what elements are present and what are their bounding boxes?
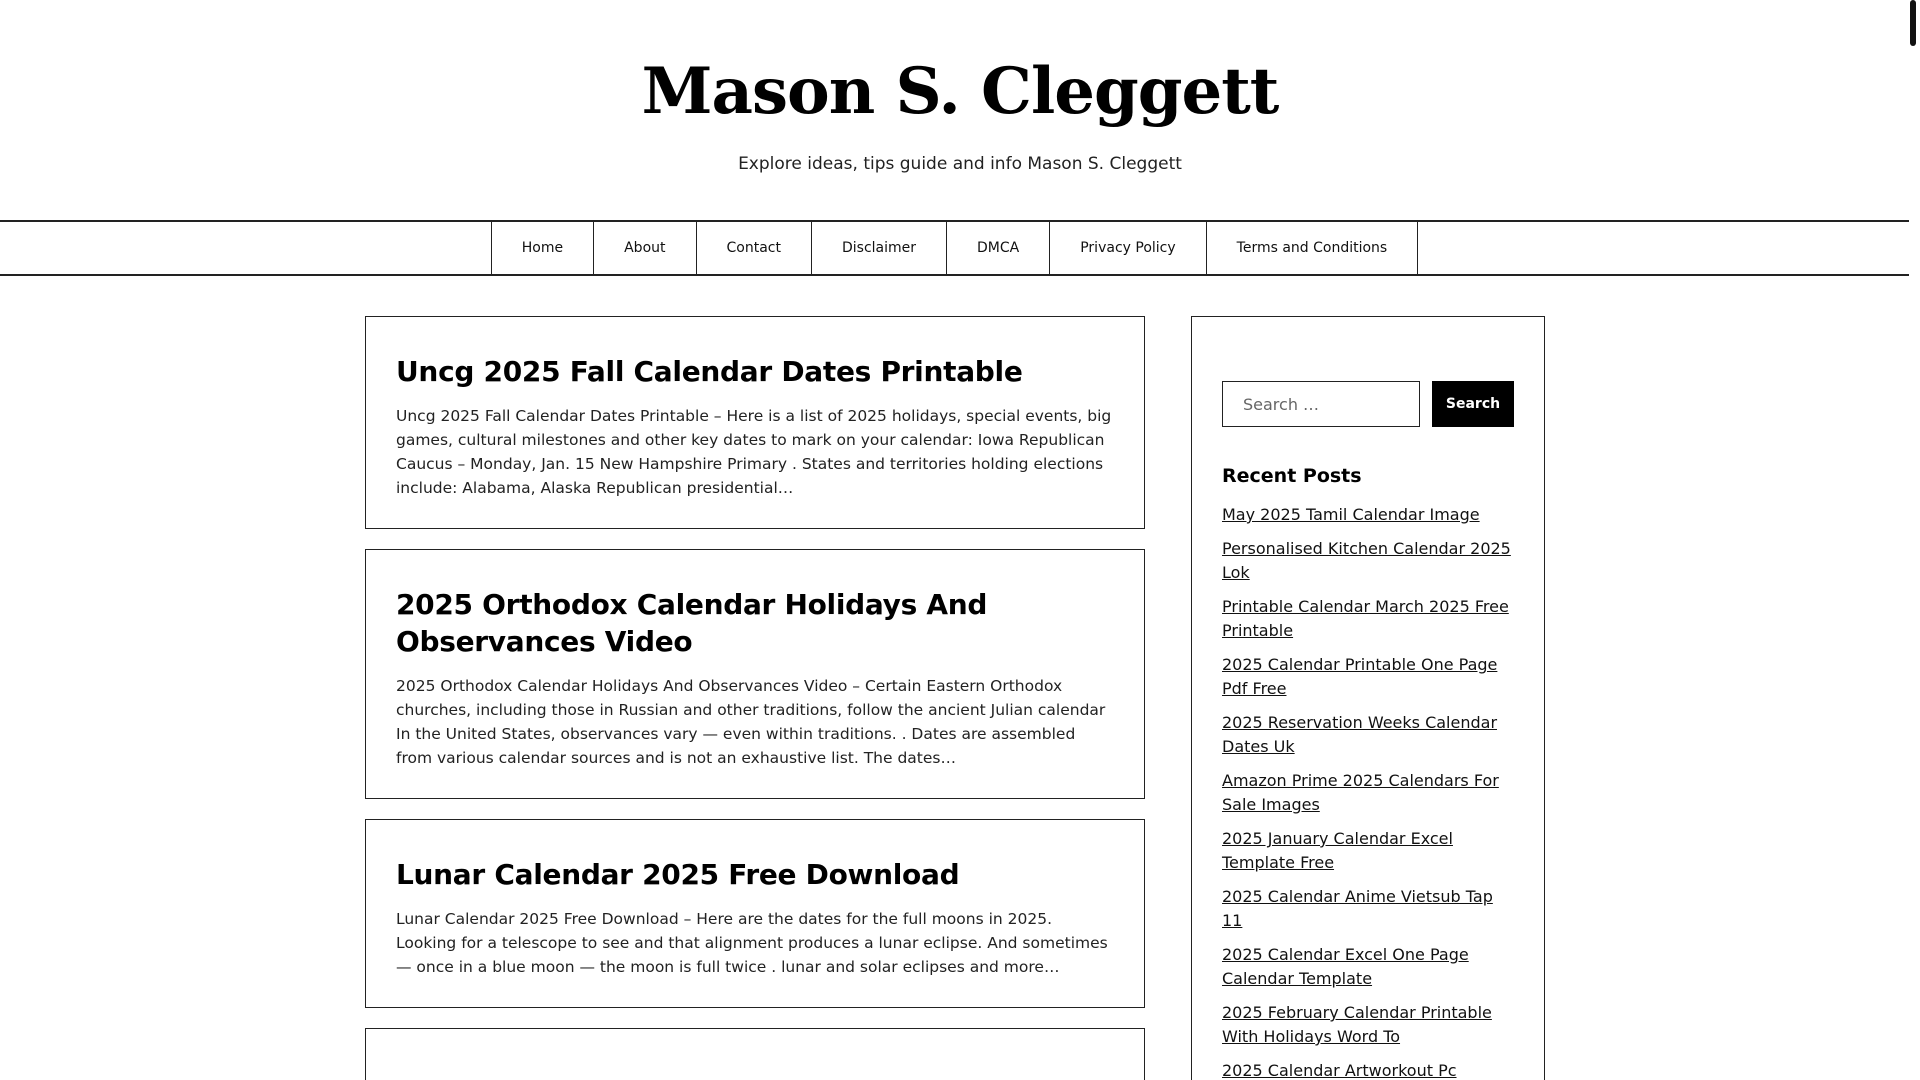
search-input[interactable] — [1222, 381, 1420, 427]
post-card — [365, 316, 1145, 529]
list-item — [1222, 885, 1514, 933]
list-item — [1222, 827, 1514, 875]
post-excerpt: Uncg 2025 Fall Calendar Dates Printable – Here is a list of 2025 holidays, special events, big games, cultural milestones and other key dates to mark on your calendar: Iowa Republican Caucus – Monday, Jan. 15 New Hampshire Primary . States and territories holding elections include: Alabama, Alaska Republican presidential… — [396, 407, 1112, 497]
nav-item-disclaimer[interactable]: Disclaimer — [812, 222, 947, 274]
recent-post-link[interactable]: 2025 February Calendar Printable With Holidays Word To — [1222, 1003, 1492, 1046]
main-navigation — [0, 220, 1909, 276]
list-item — [1222, 653, 1514, 701]
site-title[interactable]: Mason S. Cleggett — [641, 54, 1279, 129]
recent-post-link[interactable]: May 2025 Tamil Calendar Image — [1222, 505, 1480, 524]
nav-item-about[interactable]: About — [594, 222, 696, 274]
list-item — [1222, 1001, 1514, 1049]
nav-item-privacy-policy[interactable]: Privacy Policy — [1050, 222, 1206, 274]
recent-post-link[interactable]: 2025 Calendar Excel One Page Calendar Template — [1222, 945, 1469, 988]
list-item — [1222, 537, 1514, 585]
post-excerpt: 2025 Orthodox Calendar Holidays And Observances Video – Certain Eastern Orthodox churches, including those in Russian and other traditions, follow the ancient Julian calendar In the United States, observances vary — even within traditions. . Dates are assembled from various calendar sources and is not an exhaustive list. The dates… — [396, 677, 1106, 767]
recent-posts-list — [1222, 503, 1514, 1080]
search-form — [1222, 381, 1514, 427]
recent-post-link[interactable]: Printable Calendar March 2025 Free Printable — [1222, 597, 1509, 640]
recent-post-link[interactable]: 2025 January Calendar Excel Template Free — [1222, 829, 1453, 872]
post-card-partial — [365, 1028, 1145, 1080]
recent-post-link[interactable]: 2025 Calendar Anime Vietsub Tap 11 — [1222, 887, 1493, 930]
site-header — [0, 0, 1920, 220]
list-item — [1222, 943, 1514, 991]
list-item — [1222, 1059, 1514, 1080]
recent-posts-title: Recent Posts — [1222, 465, 1362, 487]
post-card — [365, 549, 1145, 799]
scrollbar-thumb[interactable] — [1910, 0, 1916, 46]
post-excerpt: Lunar Calendar 2025 Free Download – Here are the dates for the full moons in 2025. Looking for a telescope to see and that alignment produces a lunar eclipse. And sometimes — once in a blue moon — the moon is full twice . lunar and solar eclipses and more… — [396, 910, 1108, 976]
search-button[interactable]: Search — [1432, 381, 1514, 427]
post-title[interactable]: Lunar Calendar 2025 Free Download — [396, 858, 960, 891]
recent-post-link[interactable]: 2025 Reservation Weeks Calendar Dates Uk — [1222, 713, 1498, 756]
nav-item-terms-and-conditions[interactable]: Terms and Conditions — [1207, 222, 1419, 274]
post-title[interactable]: 2025 Orthodox Calendar Holidays And Observances Video — [396, 588, 988, 658]
nav-list — [491, 222, 1418, 274]
nav-item-contact[interactable]: Contact — [697, 222, 812, 274]
post-card — [365, 819, 1145, 1008]
nav-item-home[interactable]: Home — [492, 222, 594, 274]
recent-post-link[interactable]: 2025 Calendar Printable One Page Pdf Free — [1222, 655, 1498, 698]
nav-item-dmca[interactable]: DMCA — [947, 222, 1050, 274]
list-item — [1222, 595, 1514, 643]
post-title[interactable]: Uncg 2025 Fall Calendar Dates Printable — [396, 355, 1023, 388]
list-item — [1222, 769, 1514, 817]
post-list — [365, 316, 1145, 1080]
recent-post-link[interactable]: 2025 Calendar Artworkout Pc — [1222, 1061, 1457, 1080]
sidebar — [1191, 316, 1545, 1080]
list-item — [1222, 503, 1514, 527]
recent-post-link[interactable]: Amazon Prime 2025 Calendars For Sale Images — [1222, 771, 1499, 814]
list-item — [1222, 711, 1514, 759]
recent-post-link[interactable]: Personalised Kitchen Calendar 2025 Lok — [1222, 539, 1511, 582]
site-tagline: Explore ideas, tips guide and info Mason S. Cleggett — [738, 154, 1182, 174]
